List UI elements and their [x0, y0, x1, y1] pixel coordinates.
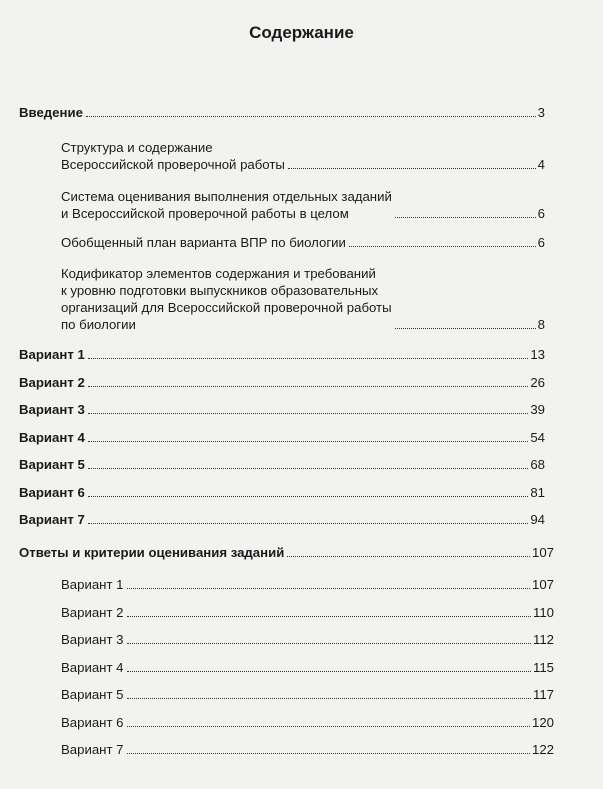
toc-page-number: 110	[532, 605, 554, 620]
toc-entry-answers-variant-7[interactable]	[61, 741, 554, 758]
toc-page-number: 107	[531, 545, 554, 560]
toc-entry-answers-variant-5[interactable]	[61, 686, 554, 703]
toc-entry-answers-variant-4[interactable]	[61, 659, 554, 676]
dot-leader	[88, 523, 529, 524]
toc-page-number: 117	[532, 687, 554, 702]
toc-page-number: 39	[530, 402, 545, 417]
toc-entry-label: Структура и содержание Всероссийской проверочной работы	[61, 140, 285, 172]
dot-leader	[127, 698, 531, 699]
toc-entry-label: Вариант 4	[61, 660, 124, 675]
toc-entry-answers-variant-1[interactable]	[61, 576, 554, 593]
toc-entry-label: Система оценивания выполнения отдельных заданий и Всероссийской проверочной работы в целом	[61, 189, 392, 221]
toc-entry-answers[interactable]	[19, 544, 554, 561]
dot-leader	[88, 468, 529, 469]
dot-leader	[395, 328, 536, 329]
toc-page-number: 8	[537, 317, 545, 332]
toc-page-number: 26	[530, 375, 545, 390]
toc-entry-intro-grading[interactable]	[61, 188, 545, 222]
dot-leader	[127, 616, 531, 617]
dot-leader	[127, 726, 530, 727]
toc-entry-label: Вариант 6	[61, 715, 124, 730]
toc-entry-answers-variant-3[interactable]	[61, 631, 554, 648]
dot-leader	[287, 556, 530, 557]
toc-entry-variant-4[interactable]	[19, 429, 545, 446]
dot-leader	[395, 217, 536, 218]
toc-entry-variant-3[interactable]	[19, 401, 545, 418]
toc-page-number: 6	[537, 235, 545, 250]
toc-entry-label: Введение	[19, 105, 83, 120]
toc-entry-variant-1[interactable]	[19, 346, 545, 363]
toc-page-number: 81	[530, 485, 545, 500]
dot-leader	[127, 588, 530, 589]
toc-entry-label: Обобщенный план варианта ВПР по биологии	[61, 235, 346, 250]
toc-entry-variant-5[interactable]	[19, 456, 545, 473]
toc-page-number: 107	[531, 577, 554, 592]
toc-entry-answers-variant-2[interactable]	[61, 604, 554, 621]
toc-entry-intro-structure[interactable]	[61, 139, 545, 173]
dot-leader	[88, 386, 529, 387]
toc-entry-label: Вариант 3	[19, 402, 85, 417]
dot-leader	[127, 671, 531, 672]
toc-page-number: 115	[532, 660, 554, 675]
toc-page-number: 112	[532, 632, 554, 647]
toc-page-number: 68	[530, 457, 545, 472]
toc-entry-label: Вариант 6	[19, 485, 85, 500]
toc-entry-label: Вариант 5	[19, 457, 85, 472]
toc-entry-label: Ответы и критерии оценивания заданий	[19, 545, 285, 560]
toc-page-number: 54	[530, 430, 545, 445]
dot-leader	[88, 358, 529, 359]
toc-entry-label: Вариант 5	[61, 687, 124, 702]
toc-page-number: 6	[537, 206, 545, 221]
dot-leader	[288, 168, 536, 169]
toc-entry-label: Вариант 2	[19, 375, 85, 390]
toc-page-number: 120	[531, 715, 554, 730]
toc-entry-label: Вариант 3	[61, 632, 124, 647]
toc-page-number: 3	[537, 105, 545, 120]
toc-page-number: 4	[537, 157, 545, 172]
dot-leader	[88, 441, 529, 442]
toc-entry-label: Вариант 7	[61, 742, 124, 757]
toc-entry-label: Вариант 1	[19, 347, 85, 362]
toc-entry-label: Вариант 2	[61, 605, 124, 620]
toc-entry-intro-plan[interactable]	[61, 234, 545, 251]
toc-entry-label: Вариант 1	[61, 577, 124, 592]
toc-page-number: 13	[530, 347, 545, 362]
toc-entry-variant-2[interactable]	[19, 374, 545, 391]
toc-entry-label: Вариант 4	[19, 430, 85, 445]
toc-entry-variant-6[interactable]	[19, 484, 545, 501]
dot-leader	[88, 413, 529, 414]
dot-leader	[88, 496, 529, 497]
toc-entry-label: Вариант 7	[19, 512, 85, 527]
toc-entry-variant-7[interactable]	[19, 511, 545, 528]
toc-entry-intro-codifier[interactable]	[61, 265, 545, 333]
toc-entry-answers-variant-6[interactable]	[61, 714, 554, 731]
toc-page-number: 94	[530, 512, 545, 527]
dot-leader	[349, 246, 536, 247]
page-title: Содержание	[249, 23, 354, 42]
dot-leader	[86, 116, 536, 117]
toc-entry-label: Кодификатор элементов содержания и требований к уровню подготовки выпускников образовательных организаций для Всероссийской проверочной работы по биологии	[61, 266, 392, 332]
toc-entry-introduction[interactable]	[19, 104, 545, 121]
dot-leader	[127, 643, 531, 644]
dot-leader	[127, 753, 530, 754]
toc-page-number: 122	[531, 742, 554, 757]
